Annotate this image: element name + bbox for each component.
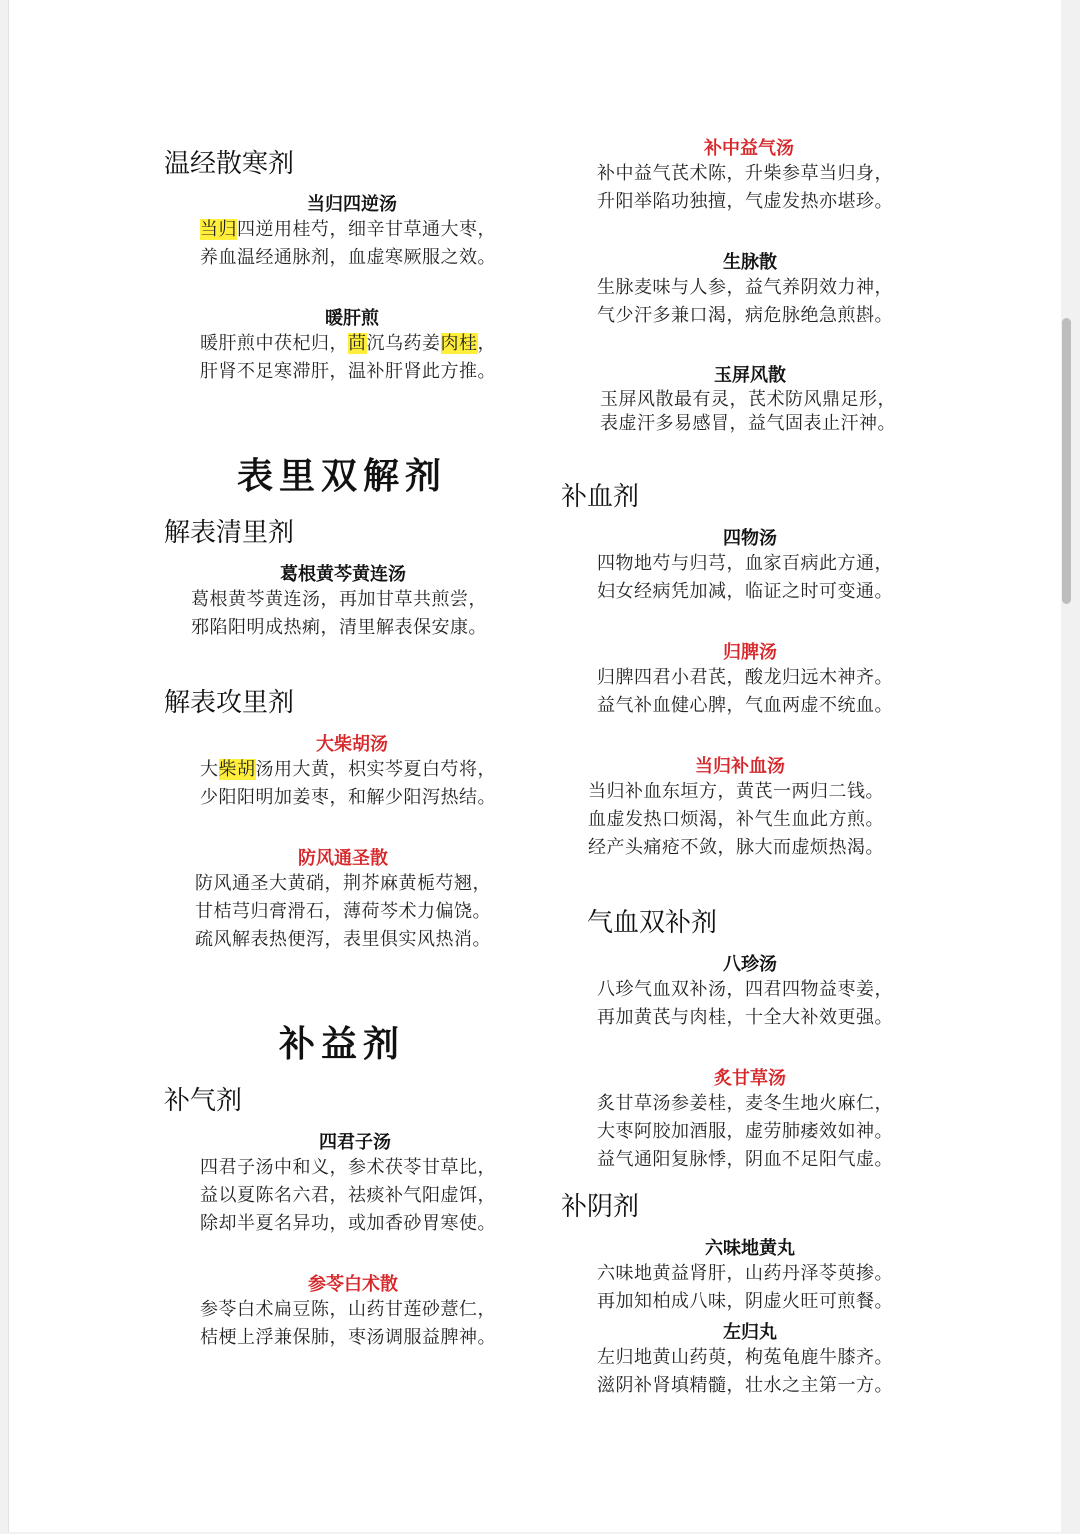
verse-line: 大枣阿胶加酒服，虚劳肺痿效如神。 <box>597 1121 893 1142</box>
verse-text: 大 <box>200 759 219 780</box>
verse-line: 疏风解表热便泻，表里俱实风热消。 <box>195 929 491 950</box>
verse-line: 四君子汤中和义，参术茯苓甘草比， <box>200 1157 496 1178</box>
formula-name-zhigancao: 炙甘草汤 <box>714 1068 786 1089</box>
verse-line: 葛根黄芩黄连汤，再加甘草共煎尝， <box>191 589 487 610</box>
formula-name-zuogui: 左归丸 <box>723 1322 777 1343</box>
verse-line: 少阳阳明加姜枣，和解少阳泻热结。 <box>200 787 496 808</box>
verse-line: 玉屏风散最有灵，芪术防风鼎足形， <box>600 389 896 410</box>
formula-name-buzhong-yiqi: 补中益气汤 <box>704 138 794 159</box>
formula-name-shenling-baizhu: 参苓白术散 <box>308 1274 398 1295</box>
formula-name-nuangan: 暖肝煎 <box>325 308 379 329</box>
verse-line: 滋阴补肾填精髓，壮水之主第一方。 <box>597 1375 893 1396</box>
verse-line: 再加知柏成八味，阴虚火旺可煎餐。 <box>597 1291 893 1312</box>
verse-text: 汤用大黄，枳实芩夏白芍将， <box>255 759 496 780</box>
verse-line: 四物地芍与归芎，血家百病此方通， <box>597 553 893 574</box>
section-title-jiebiao-gongli: 解表攻里剂 <box>164 688 295 718</box>
verse-line: 左归地黄山药萸，枸菟龟鹿牛膝齐。 <box>597 1347 893 1368</box>
section-title-buqi: 补气剂 <box>164 1086 243 1116</box>
section-title-qixue-shuangbu: 气血双补剂 <box>587 908 718 938</box>
verse-line: 益以夏陈名六君，祛痰补气阳虚饵， <box>200 1185 496 1206</box>
verse-text: 暖肝煎中茯杞归， <box>200 333 348 354</box>
verse-line: 养血温经通脉剂，血虚寒厥服之效。 <box>200 247 496 268</box>
highlighted-text: 柴胡 <box>218 759 256 780</box>
major-title-buyi: 补益剂 <box>278 1023 405 1065</box>
verse-line: 妇女经病凭加减，临证之时可变通。 <box>597 581 893 602</box>
verse-text: 四逆用桂芍，细辛甘草通大枣， <box>237 219 496 240</box>
verse-line: 八珍气血双补汤，四君四物益枣姜， <box>597 979 893 1000</box>
verse-line: 归脾四君小君芪，酸龙归远木神齐。 <box>597 667 893 688</box>
verse-line: 补中益气芪术陈，升柴参草当归身， <box>597 163 893 184</box>
highlighted-text: 当归 <box>200 219 237 240</box>
verse-line: 当归补血东垣方，黄芪一两归二钱。 <box>588 781 884 802</box>
formula-name-danggui-buxue: 当归补血汤 <box>695 756 785 777</box>
highlighted-text: 肉桂 <box>440 333 478 354</box>
formula-name-fangfeng-tongsheng: 防风通圣散 <box>298 848 388 869</box>
highlighted-text: 茴 <box>348 333 367 354</box>
verse-line: 血虚发热口烦渴，补气生血此方煎。 <box>588 809 884 830</box>
verse-line: 炙甘草汤参姜桂，麦冬生地火麻仁， <box>597 1093 893 1114</box>
section-title-wenjing: 温经散寒剂 <box>164 149 295 179</box>
verse-line: 参苓白术扁豆陈，山药甘莲砂薏仁， <box>200 1299 496 1320</box>
verse-line: 生脉麦味与人参，益气养阴效力神， <box>597 277 893 298</box>
verse-line: 益气通阳复脉悸，阴血不足阳气虚。 <box>597 1149 893 1170</box>
verse-line: 表虚汗多易感冒，益气固表止汗神。 <box>600 413 896 434</box>
verse-line: 防风通圣大黄硝，荆芥麻黄栀芍翘， <box>195 873 491 894</box>
verse-line: 桔梗上浮兼保肺，枣汤调服益脾神。 <box>200 1327 496 1348</box>
verse-text: 沉乌药姜 <box>366 333 441 354</box>
verse-line: 益气补血健心脾，气血两虚不统血。 <box>597 695 893 716</box>
formula-name-guipi: 归脾汤 <box>723 642 777 663</box>
verse-line: 六味地黄益肾肝，山药丹泽苓萸掺。 <box>597 1263 893 1284</box>
verse-line <box>200 330 496 358</box>
vertical-scrollbar[interactable] <box>1062 318 1071 604</box>
formula-name-sijunzi: 四君子汤 <box>319 1132 391 1153</box>
formula-name-gegen: 葛根黄芩黄连汤 <box>280 564 406 585</box>
formula-name-shengmai: 生脉散 <box>723 252 777 273</box>
section-title-jiebiao-qingli: 解表清里剂 <box>164 518 295 548</box>
verse-line: 气少汗多兼口渴，病危脉绝急煎斟。 <box>597 305 893 326</box>
section-title-buxue: 补血剂 <box>561 482 640 512</box>
verse-line: 邪陷阳明成热痢，清里解表保安康。 <box>191 617 487 638</box>
verse-line: 除却半夏名异功，或加香砂胃寒使。 <box>200 1213 496 1234</box>
verse-line: 升阳举陷功独擅，气虚发热亦堪珍。 <box>597 191 893 212</box>
major-title-biaoli: 表里双解剂 <box>236 455 447 497</box>
verse-line <box>200 216 496 244</box>
verse-line: 经产头痛疮不敛，脉大而虚烦热渴。 <box>588 837 884 858</box>
verse-line <box>200 756 496 784</box>
formula-name-dachaihu: 大柴胡汤 <box>316 734 388 755</box>
section-title-buyin: 补阴剂 <box>561 1192 640 1222</box>
formula-name-liuwei-dihuang: 六味地黄丸 <box>705 1238 795 1259</box>
formula-name-yupingfeng: 玉屏风散 <box>714 365 786 386</box>
verse-line: 再加黄芪与肉桂，十全大补效更强。 <box>597 1007 893 1028</box>
verse-line: 肝肾不足寒滞肝，温补肝肾此方推。 <box>200 361 496 382</box>
formula-name-bazhen: 八珍汤 <box>723 954 777 975</box>
formula-name-siwu: 四物汤 <box>723 528 777 549</box>
verse-text: ， <box>477 333 496 354</box>
verse-line: 甘桔芎归膏滑石，薄荷芩术力偏饶。 <box>195 901 491 922</box>
formula-name-danggui-sini: 当归四逆汤 <box>307 194 397 215</box>
